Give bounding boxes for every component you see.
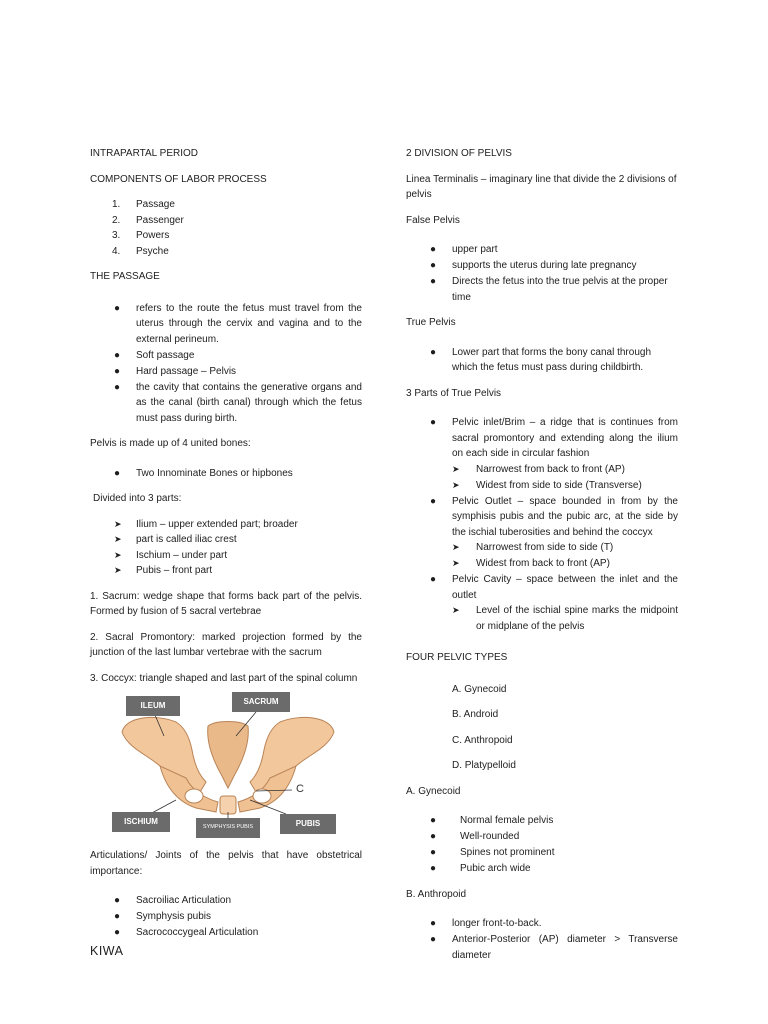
- gynecoid-list: [406, 813, 678, 877]
- list-item: ● the cavity that contains the generative organs and as the canal (birth canal) through which the fetus must pass during birth.: [114, 381, 362, 424]
- list-item: ➤ Widest from side to side (Transverse): [452, 478, 678, 494]
- outlet-sublist: [452, 540, 678, 572]
- list-item: 1. Passage: [112, 199, 175, 210]
- list-item: ● supports the uterus during late pregnancy: [406, 258, 678, 274]
- arrow-icon: ➤: [114, 549, 122, 560]
- bullet-icon: ●: [114, 349, 121, 361]
- bullet-icon: ●: [114, 365, 121, 377]
- false-pelvis-list: [406, 242, 678, 305]
- bullet-icon: ●: [114, 895, 121, 906]
- list-item: C. Anthropoid: [452, 734, 513, 746]
- true-pelvis-parts-list: [406, 415, 678, 634]
- bullet-icon: ●: [430, 495, 437, 507]
- list-item: ➤ Pubis – front part: [90, 563, 362, 579]
- arrow-icon: ➤: [452, 558, 460, 568]
- bones-list: [90, 466, 362, 482]
- pelvic-types-heading: FOUR PELVIC TYPES: [406, 652, 508, 663]
- page-title: INTRAPARTAL PERIOD: [90, 148, 198, 159]
- gynecoid-heading: A. Gynecoid: [406, 785, 461, 797]
- false-pelvis-heading: False Pelvis: [406, 214, 460, 226]
- parts-list: [90, 517, 362, 579]
- components-heading: COMPONENTS OF LABOR PROCESS: [90, 173, 267, 185]
- list-item: ➤ Level of the ischial spine marks the midpoint or midplane of the pelvis: [452, 605, 678, 632]
- bullet-icon: ●: [430, 260, 437, 271]
- bullet-icon: ●: [430, 863, 437, 874]
- list-item: 4. Psyche: [112, 245, 169, 257]
- divided-text: Divided into 3 parts:: [93, 493, 182, 504]
- list-item: ● Normal female pelvis: [406, 813, 678, 829]
- true-pelvis-heading: True Pelvis: [406, 317, 456, 328]
- bullet-icon: ●: [430, 918, 437, 929]
- bullet-icon: ●: [114, 302, 121, 314]
- list-item: ➤ Ilium – upper extended part; broader: [90, 517, 362, 533]
- list-item: ➤ Narrowest from side to side (T): [452, 540, 678, 556]
- parts-true-pelvis-heading: 3 Parts of True Pelvis: [406, 387, 502, 399]
- bullet-icon: ●: [430, 815, 437, 826]
- pelvis-diagram: [116, 696, 340, 836]
- list-item: D. Platypelloid: [452, 760, 516, 771]
- left-column: [90, 146, 362, 951]
- list-item: ● Pelvic Outlet – space bounded in from by the symphisis pubis and the pubic arc, at the side by the ischial tuberosities and behind the coccyx ➤ Narrowest from side to side (T) ➤ Widest from back to front (AP): [406, 494, 678, 572]
- pubis-label: PUBIS: [280, 814, 336, 834]
- true-pelvis-list: [406, 345, 678, 376]
- bullet-icon: ●: [430, 831, 437, 842]
- passage-heading: THE PASSAGE: [90, 271, 160, 282]
- ileum-label: ILEUM: [126, 696, 180, 716]
- arrow-icon: ➤: [452, 463, 460, 474]
- list-item: ● Anterior-Posterior (AP) diameter > Transverse diameter: [430, 934, 678, 961]
- arrow-icon: ➤: [452, 479, 460, 490]
- inlet-sublist: [452, 462, 678, 494]
- bullet-icon: ●: [430, 934, 437, 945]
- list-item: A. Gynecoid: [452, 683, 507, 695]
- list-item: ● Two Innominate Bones or hipbones: [90, 466, 362, 482]
- sacrum-label: SACRUM: [232, 692, 290, 712]
- bullet-icon: ●: [430, 276, 437, 287]
- arrow-icon: ➤: [114, 565, 122, 575]
- arrow-icon: ➤: [114, 534, 122, 544]
- list-item: ● Soft passage: [90, 348, 362, 364]
- bullet-icon: ●: [430, 847, 437, 858]
- list-item: ● Pelvic Cavity – space between the inlet and the outlet ➤ Level of the ischial spine marks the midpoint or midplane of the pelvis: [406, 572, 678, 634]
- list-item: ● refers to the route the fetus must travel from the uterus through the cervix and vagina and to the external perineum.: [114, 302, 362, 345]
- sacrum-text: 1. Sacrum: wedge shape that forms back part of the pelvis. Formed by fusion of 5 sacral vertebrae: [90, 590, 362, 617]
- passage-list: [90, 301, 362, 427]
- linea-text: Linea Terminalis – imaginary line that divide the 2 divisions of pelvis: [406, 173, 677, 200]
- articulations-text: Articulations/ Joints of the pelvis that have obstetrical importance:: [90, 850, 362, 877]
- list-item: ➤ part is called iliac crest: [90, 532, 362, 548]
- bullet-icon: ●: [430, 346, 437, 358]
- bullet-icon: ●: [114, 467, 121, 479]
- list-item: ● Directs the fetus into the true pelvis at the proper time: [430, 276, 668, 303]
- ischium-label: ISCHIUM: [112, 812, 170, 832]
- list-item: ● Spines not prominent: [406, 845, 678, 861]
- cavity-sublist: [452, 603, 678, 634]
- arrow-icon: ➤: [452, 605, 460, 615]
- list-item: ● Symphysis pubis: [90, 909, 362, 925]
- list-item: ● Hard passage – Pelvis: [90, 364, 362, 380]
- list-item: ● upper part: [406, 242, 678, 258]
- list-item: ➤ Narrowest from back to front (AP): [452, 462, 678, 478]
- bullet-icon: ●: [114, 911, 121, 922]
- coccyx-text: 3. Coccyx: triangle shaped and last part of the spinal column: [90, 672, 358, 684]
- division-heading: 2 DIVISION OF PELVIS: [406, 148, 512, 159]
- list-item: ● Pubic arch wide: [406, 861, 678, 877]
- anthropoid-list: [406, 916, 678, 963]
- list-item: ● Well-rounded: [406, 829, 678, 845]
- list-item: ● Lower part that forms the bony canal through which the fetus must pass during childbirth.: [430, 346, 652, 373]
- list-item: 3. Powers: [112, 230, 170, 241]
- right-column: [406, 146, 678, 973]
- list-item: ● Sacrococcygeal Articulation: [90, 925, 362, 941]
- bullet-icon: ●: [430, 417, 437, 428]
- list-item: ● longer front-to-back.: [406, 916, 678, 932]
- c-label: C: [296, 783, 304, 795]
- list-item: ● Pelvic inlet/Brim – a ridge that is continues from sacral promontory and extending along the ilium on each side in circular fashion ➤ Narrowest from back to front (AP) ➤ Widest from side to side (Transverse): [406, 415, 678, 493]
- list-item: ● Sacroiliac Articulation: [90, 893, 362, 909]
- footer-text: KIWA: [90, 944, 124, 958]
- anthropoid-heading: B. Anthropoid: [406, 888, 467, 900]
- pelvis-made-text: Pelvis is made up of 4 united bones:: [90, 438, 251, 449]
- symphysis-pubis-label: SYMPHYSIS PUBIS: [196, 818, 260, 838]
- components-list: [90, 197, 362, 259]
- pelvic-types-list: [406, 682, 678, 774]
- bullet-icon: ●: [114, 381, 121, 393]
- promontory-text: 2. Sacral Promontory: marked projection formed by the junction of the last lumbar vertebrae with the sacrum: [90, 631, 362, 658]
- bullet-icon: ●: [430, 574, 437, 585]
- bullet-icon: ●: [114, 927, 121, 938]
- list-item: ➤ Ischium – under part: [90, 548, 362, 564]
- bullet-icon: ●: [430, 244, 437, 255]
- arrow-icon: ➤: [452, 542, 460, 552]
- list-item: B. Android: [452, 709, 499, 720]
- list-item: 2. Passenger: [112, 214, 184, 226]
- joints-list: [90, 893, 362, 941]
- list-item: ➤ Widest from back to front (AP): [452, 556, 678, 572]
- arrow-icon: ➤: [114, 518, 122, 529]
